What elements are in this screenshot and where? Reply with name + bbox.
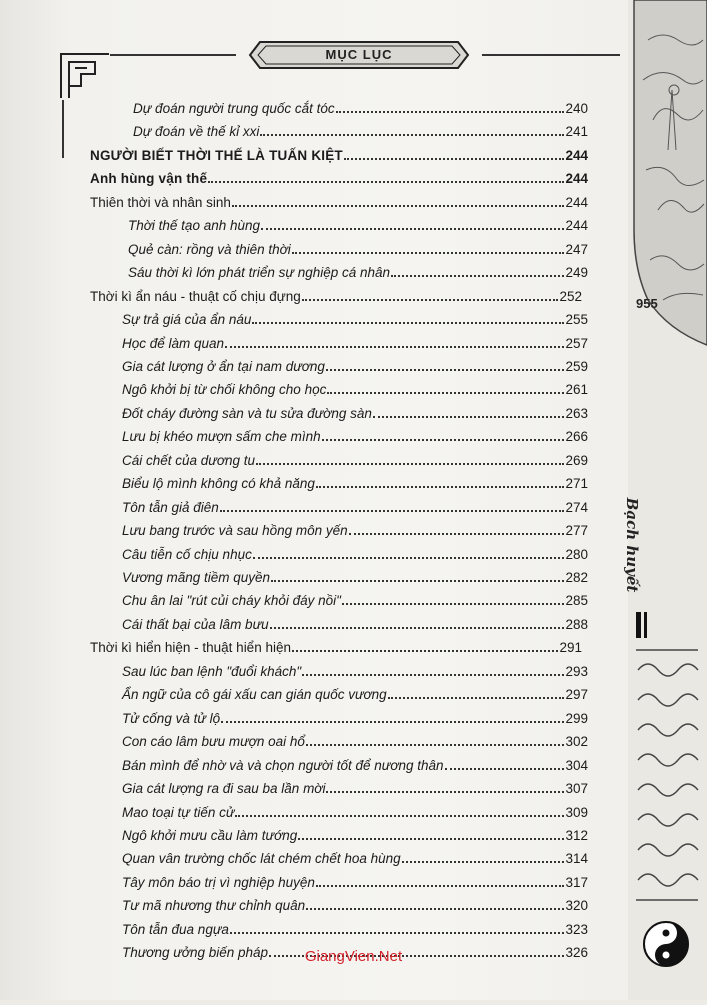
toc-entry-page: 280	[565, 547, 588, 562]
toc-entry-title: Vương mãng tiềm quyền	[122, 570, 271, 585]
toc-entry-title: Sự trả giá của ẩn náu	[122, 312, 252, 327]
toc-entry-title: NGƯỜI BIẾT THỜI THẾ LÀ TUẤN KIỆT	[90, 148, 343, 163]
toc-entry	[122, 563, 588, 585]
page-number: 955	[636, 296, 658, 311]
toc-entry	[122, 704, 588, 726]
toc-leader-dots	[342, 603, 565, 605]
toc-entry-page: 291	[559, 640, 582, 655]
toc-entry-page: 269	[565, 453, 588, 468]
toc-leader-dots	[302, 674, 564, 676]
toc-leader-dots	[261, 228, 564, 230]
toc-entry-page: 249	[565, 265, 588, 280]
toc-entry-page: 247	[565, 242, 588, 257]
toc-leader-dots	[221, 721, 564, 723]
toc-leader-dots	[316, 885, 565, 887]
toc-leader-dots	[306, 744, 565, 746]
toc-entry-page: 240	[565, 101, 588, 116]
toc-leader-dots	[306, 908, 564, 910]
toc-leader-dots	[271, 580, 564, 582]
toc-entry	[122, 422, 588, 444]
toc-entry	[122, 915, 588, 937]
toc-entry-page: 244	[565, 195, 588, 210]
toc-entry	[122, 868, 588, 890]
toc-entry-page: 263	[565, 406, 588, 421]
toc-entry	[122, 586, 588, 608]
toc-entry-page: 266	[565, 429, 588, 444]
toc-leader-dots	[220, 510, 565, 512]
toc-entry-title: Cái chết của dương tu	[122, 453, 256, 468]
toc-entry-title: Đốt cháy đường sàn và tu sửa đường sàn	[122, 406, 372, 421]
toc-entry-title: Mao toại tự tiến cử	[122, 805, 235, 820]
toc-entry-page: 302	[565, 734, 588, 749]
toc-entry	[90, 188, 588, 210]
page-title: MỤC LỤC	[325, 47, 393, 62]
toc-entry-page: 241	[565, 124, 588, 139]
toc-entry	[90, 633, 582, 655]
toc-entry-page: 323	[565, 922, 588, 937]
toc-leader-dots	[292, 650, 558, 652]
toc-leader-dots	[326, 791, 564, 793]
toc-entry	[122, 798, 588, 820]
toc-entry	[128, 211, 588, 233]
toc-entry-page: 277	[565, 523, 588, 538]
toc-entry-title: Câu tiễn cố chịu nhục	[122, 547, 252, 562]
toc-leader-dots	[322, 439, 565, 441]
toc-entry	[122, 399, 588, 421]
toc-entry-title: Tư mã nhương thư chỉnh quân	[122, 898, 306, 913]
toc-entry-page: 244	[565, 218, 588, 233]
toc-entry-title: Thời thế tạo anh hùng	[128, 218, 261, 233]
toc-leader-dots	[232, 205, 565, 207]
toc-leader-dots	[344, 158, 565, 160]
toc-leader-dots	[298, 838, 564, 840]
toc-entry-title: Con cáo lâm bưu mượn oai hổ	[122, 734, 305, 749]
toc-entry-title: Ngô khởi bị từ chối không cho học	[122, 382, 327, 397]
toc-entry-title: Tôn tẫn đua ngựa	[122, 922, 229, 937]
toc-leader-dots	[349, 533, 565, 535]
toc-leader-dots	[230, 932, 565, 934]
toc-entry-page: 282	[565, 570, 588, 585]
toc-entry-page: 304	[565, 758, 588, 773]
toc-entry-page: 293	[565, 664, 588, 679]
toc-entry-title: Gia cát lượng ở ẩn tại nam dương	[122, 359, 325, 374]
toc-leader-dots	[402, 861, 565, 863]
toc-entry-page: 314	[565, 851, 588, 866]
toc-entry-title: Dự đoán về thế kỉ xxi	[133, 124, 260, 139]
toc-entry-title: Sau lúc ban lệnh "đuổi khách"	[122, 664, 302, 679]
toc-entry	[133, 94, 588, 116]
toc-leader-dots	[252, 322, 564, 324]
toc-entry-page: 317	[565, 875, 588, 890]
toc-entry-title: Quẻ càn: rồng và thiên thời	[128, 242, 291, 257]
toc-leader-dots	[316, 486, 565, 488]
toc-leader-dots	[260, 134, 564, 136]
toc-entry-title: Học để làm quan	[122, 336, 225, 351]
toc-entry	[122, 751, 588, 773]
toc-entry-page: 261	[565, 382, 588, 397]
toc-entry	[122, 610, 588, 632]
toc-entry-page: 257	[565, 336, 588, 351]
toc-leader-dots	[445, 768, 565, 770]
toc-entry-title: Bán mình để nhờ và và chọn người tốt để nương thân	[122, 758, 444, 773]
toc-entry-page: 297	[565, 687, 588, 702]
toc-entry	[122, 891, 588, 913]
toc-entry-title: Anh hùng vận thế	[90, 171, 208, 186]
toc-entry-title: Chu ân lai "rút củi cháy khỏi đáy nồi"	[122, 593, 341, 608]
toc-entry	[122, 493, 588, 515]
toc-entry-page: 288	[565, 617, 588, 632]
toc-entry-title: Gia cát lượng ra đi sau ba lần mời	[122, 781, 326, 796]
toc-entry-title: Thời kì hiển hiện - thuật hiển hiện	[90, 640, 291, 655]
toc-entry-title: Ngô khởi mưu cầu làm tướng	[122, 828, 298, 843]
toc-entry-page: 244	[565, 171, 588, 186]
toc-entry	[122, 774, 588, 796]
toc-entry	[122, 352, 588, 374]
toc-leader-dots	[253, 557, 565, 559]
toc-entry-page: 299	[565, 711, 588, 726]
toc-entry-title: Tôn tẫn giả điên	[122, 500, 219, 515]
toc-entry-title: Quan vân trường chốc lát chém chết hoa hùng	[122, 851, 401, 866]
toc-entry-title: Thời kì ẩn náu - thuật cố chịu đựng	[90, 289, 301, 304]
toc-entry	[128, 235, 588, 257]
toc-entry	[90, 164, 588, 186]
toc-entry-title: Ẩn ngữ của cô gái xấu can gián quốc vương	[122, 687, 387, 702]
toc-entry	[90, 282, 582, 304]
toc-entry-title: Biểu lộ mình không có khả năng	[122, 476, 315, 491]
toc-entry-title: Thương ưởng biến pháp	[122, 945, 269, 960]
toc-entry	[122, 727, 588, 749]
toc-entry	[122, 540, 588, 562]
toc-entry	[122, 329, 588, 351]
toc-entry	[133, 117, 588, 139]
toc-leader-dots	[388, 697, 565, 699]
toc-entry-title: Lưu bị khéo mượn sấm che mình	[122, 429, 321, 444]
toc-entry-title: Cái thất bại của lâm bưu	[122, 617, 269, 632]
watermark: GiangVien.Net	[304, 948, 403, 965]
toc-entry	[122, 305, 588, 327]
toc-entry-title: Lưu bang trước và sau hồng môn yến	[122, 523, 348, 538]
toc-entry-page: 255	[565, 312, 588, 327]
toc-entry-title: Sáu thời kì lớn phát triển sự nghiệp cá nhân	[128, 265, 391, 280]
toc-leader-dots	[270, 627, 565, 629]
toc-entry	[122, 821, 588, 843]
toc-entry-title: Dự đoán người trung quốc cắt tóc	[133, 101, 335, 116]
toc-leader-dots	[235, 815, 564, 817]
brand-signature: Bạch huyết	[623, 497, 641, 593]
toc-leader-dots	[391, 275, 564, 277]
toc-leader-dots	[373, 416, 565, 418]
toc-entry-title: Thiên thời và nhân sinh	[90, 195, 231, 210]
toc-entry	[128, 258, 588, 280]
toc-leader-dots	[292, 252, 565, 254]
toc-entry	[122, 375, 588, 397]
toc-leader-dots	[302, 299, 559, 301]
toc-entry	[122, 680, 588, 702]
toc-leader-dots	[208, 181, 564, 183]
toc-leader-dots	[336, 111, 565, 113]
toc-entry-page: 326	[565, 945, 588, 960]
toc-entry-page: 274	[565, 500, 588, 515]
toc-entry-page: 259	[565, 359, 588, 374]
toc-entry-title: Tử cống và tử lộ	[122, 711, 221, 726]
toc-leader-dots	[326, 369, 565, 371]
toc-entry-page: 320	[565, 898, 588, 913]
toc-entry-page: 252	[559, 289, 582, 304]
toc-entry-page: 244	[565, 148, 588, 163]
toc-leader-dots	[225, 346, 564, 348]
toc-entry-page: 285	[565, 593, 588, 608]
toc-entry	[122, 469, 588, 491]
toc-entry	[122, 446, 588, 468]
toc-entry	[122, 657, 588, 679]
toc-leader-dots	[256, 463, 564, 465]
toc-entry-page: 309	[565, 805, 588, 820]
toc-entry-page: 271	[565, 476, 588, 491]
toc-leader-dots	[327, 392, 564, 394]
toc-entry	[122, 516, 588, 538]
toc-entry	[122, 844, 588, 866]
toc-entry-page: 307	[565, 781, 588, 796]
toc-entry-page: 312	[565, 828, 588, 843]
toc-entry	[90, 141, 588, 163]
toc-entry-title: Tây môn báo trị vì nghiệp huyện	[122, 875, 315, 890]
